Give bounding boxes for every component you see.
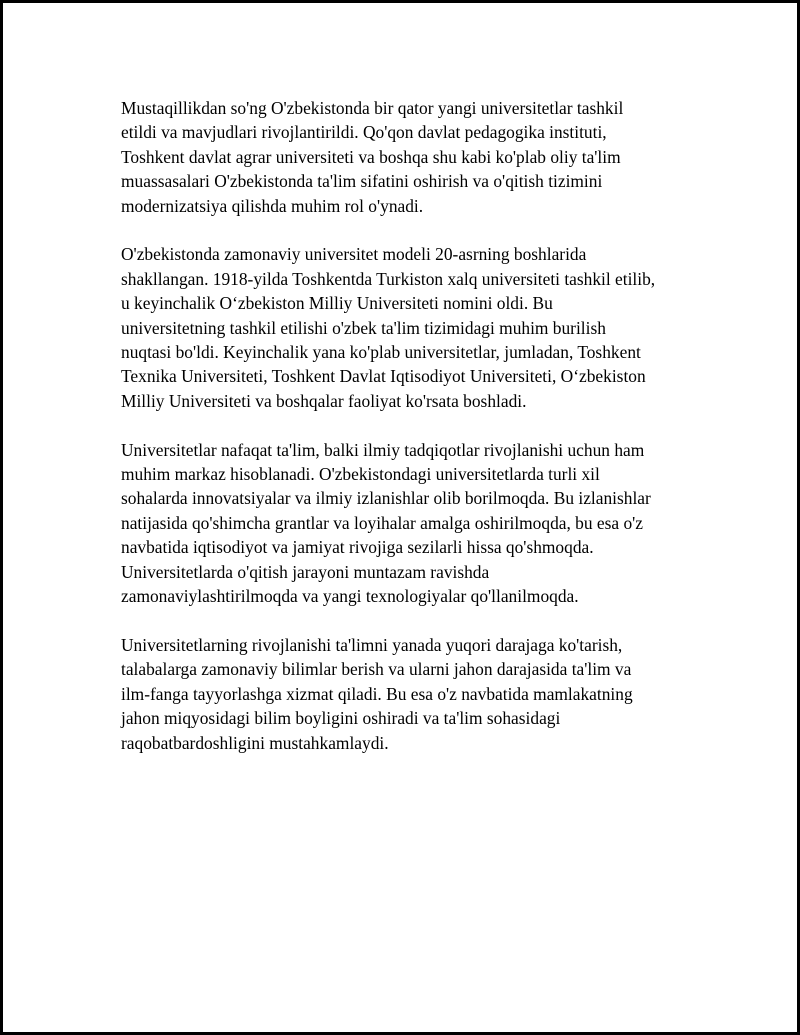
- paragraph-line: universitetning tashkil etilishi o'zbek ta'lim tizimidagi muhim burilish: [121, 317, 606, 338]
- paragraph-line: muhim markaz hisoblanadi. O'zbekistondagi universitetlarda turli xil: [121, 464, 600, 485]
- paragraph-line: Toshkent davlat agrar universiteti va boshqa shu kabi ko'plab oliy ta'lim: [121, 146, 621, 167]
- paragraph-line: Universitetlarning rivojlanishi ta'limni yanada yuqori darajaga ko'tarish,: [121, 634, 623, 655]
- paragraph-line: raqobatbardoshligini mustahkamlaydi.: [121, 732, 389, 753]
- paragraph-line: talabalarga zamonaviy bilimlar berish va ularni jahon darajasida ta'lim va: [121, 659, 632, 680]
- paragraph-line: etildi va mavjudlari rivojlantirildi. Qo'qon davlat pedagogika instituti,: [121, 122, 607, 143]
- paragraph-3: [121, 438, 701, 609]
- paragraph-line: ilm-fanga tayyorlashga xizmat qiladi. Bu esa o'z navbatida mamlakatning: [121, 683, 633, 704]
- paragraph-1: [121, 96, 701, 218]
- paragraph-line: zamonaviylashtirilmoqda va yangi texnologiyalar qo'llanilmoqda.: [121, 586, 579, 607]
- paragraph-line: modernizatsiya qilishda muhim rol o'ynadi.: [121, 195, 424, 216]
- paragraph-line: jahon miqyosidagi bilim boyligini oshiradi va ta'lim sohasidagi: [121, 708, 561, 729]
- paragraph-line: sohalarda innovatsiyalar va ilmiy izlanishlar olib borilmoqda. Bu izlanishlar: [121, 488, 651, 509]
- paragraph-line: Universitetlarda o'qitish jarayoni muntazam ravishda: [121, 561, 490, 582]
- paragraph-line: shakllangan. 1918-yilda Toshkentda Turkiston xalq universiteti tashkil etilib,: [121, 268, 656, 289]
- paragraph-line: natijasida qo'shimcha grantlar va loyihalar amalga oshirilmoqda, bu esa o'z: [121, 512, 644, 533]
- document-body: [121, 96, 701, 779]
- paragraph-line: Mustaqillikdan so'ng O'zbekistonda bir qator yangi universitetlar tashkil: [121, 98, 624, 118]
- paragraph-line: Texnika Universiteti, Toshkent Davlat Iqtisodiyot Universiteti, O‘zbekiston: [121, 366, 646, 387]
- paragraph-line: Universitetlar nafaqat ta'lim, balki ilmiy tadqiqotlar rivojlanishi uchun ham: [121, 439, 645, 460]
- paragraph-line: O'zbekistonda zamonaviy universitet modeli 20-asrning boshlarida: [121, 244, 587, 265]
- paragraph-2: [121, 242, 701, 413]
- paragraph-line: muassasalari O'zbekistonda ta'lim sifatini oshirish va o'qitish tizimini: [121, 171, 603, 192]
- paragraph-line: u keyinchalik O‘zbekiston Milliy Universiteti nomini oldi. Bu: [121, 293, 553, 314]
- paragraph-line: nuqtasi bo'ldi. Keyinchalik yana ko'plab universitetlar, jumladan, Toshkent: [121, 342, 641, 363]
- paragraph-line: navbatida iqtisodiyot va jamiyat rivojiga sezilarli hissa qo'shmoqda.: [121, 537, 594, 558]
- paragraph-4: [121, 633, 701, 755]
- paragraph-line: Milliy Universiteti va boshqalar faoliyat ko'rsata boshladi.: [121, 390, 527, 411]
